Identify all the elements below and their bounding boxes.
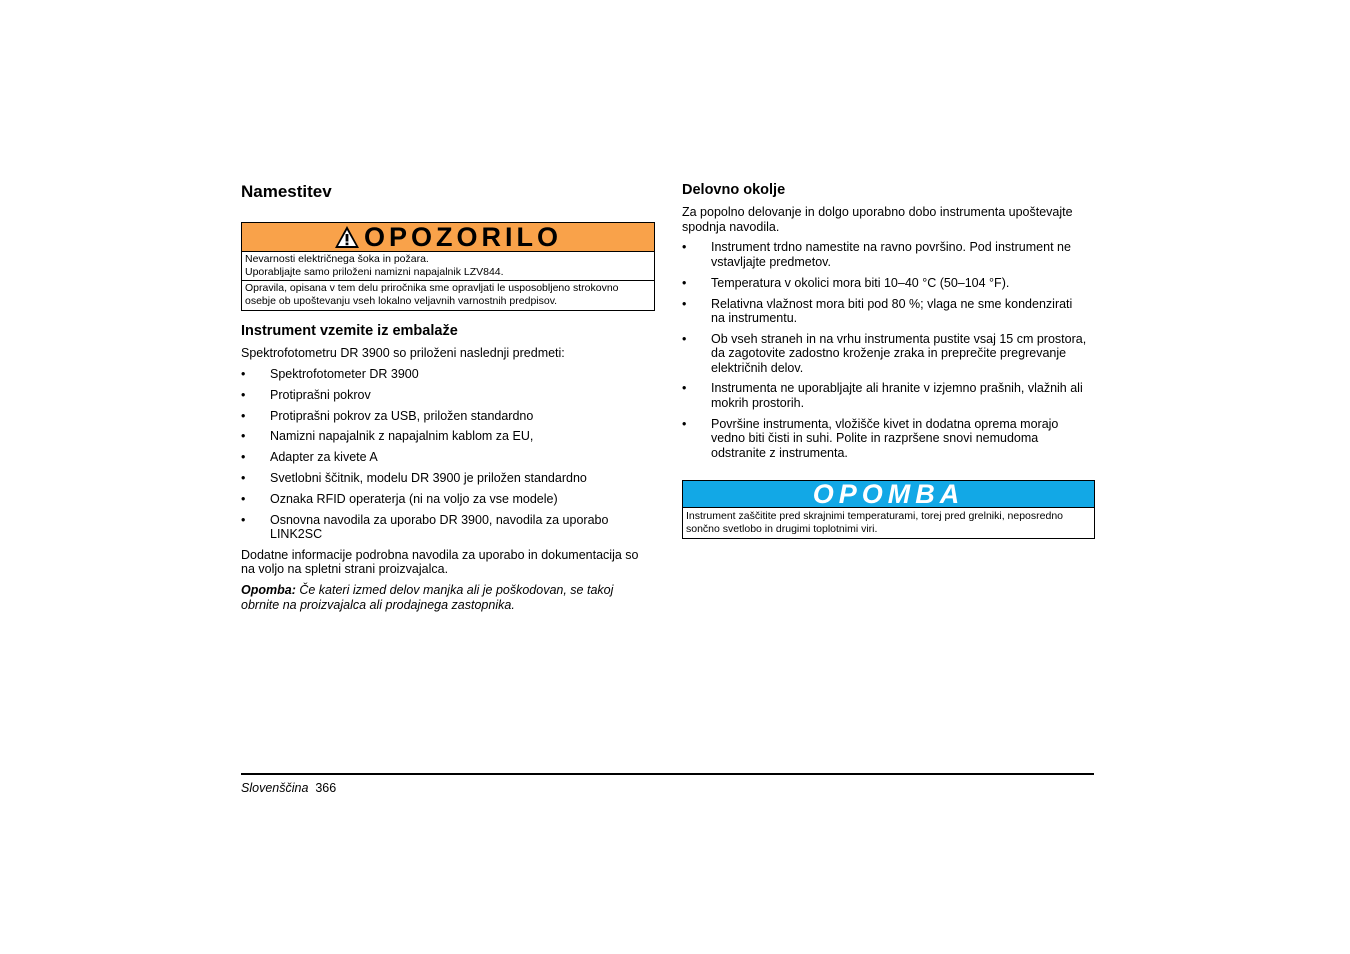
note-text: obrnite na proizvajalca ali prodajnega zastopnika. — [241, 598, 515, 612]
footer-rule — [241, 773, 1094, 775]
warning-triangle-icon — [334, 225, 360, 249]
note-box — [682, 480, 1095, 539]
footer-language: Slovenščina — [241, 781, 309, 795]
environment-intro: spodnja navodila. — [682, 220, 780, 234]
section-heading-environment: Delovno okolje — [682, 182, 786, 198]
additional-info: Dodatne informacije podrobna navodila za uporabo in dokumentacija so — [241, 548, 639, 562]
page-footer — [241, 781, 336, 795]
note-label: Opomba: — [241, 583, 296, 597]
additional-info: na voljo na spletni strani proizvajalca. — [241, 562, 449, 576]
unpack-intro: Spektrofotometru DR 3900 so priloženi naslednji predmeti: — [241, 346, 565, 360]
warning-box — [241, 222, 655, 311]
warning-line: osebje ob upoštevanju vseh lokalno veljavnih varnostnih predpisov. — [245, 295, 558, 307]
note-paragraph — [241, 583, 613, 598]
warning-header — [242, 223, 654, 252]
warning-line: Nevarnosti električnega šoka in požara. — [245, 253, 429, 265]
note-box-line: Instrument zaščitite pred skrajnimi temperaturami, torej pred grelniki, neposredno — [686, 510, 1064, 522]
warning-line: Opravila, opisana v tem delu priročnika sme opravljati le usposobljeno strokovno — [245, 282, 619, 294]
subheading-unpack: Instrument vzemite iz embalaže — [241, 323, 458, 339]
warning-line: Uporabljajte samo priloženi namizni napajalnik LZV844. — [245, 266, 504, 278]
note-box-line: sončno svetlobo in drugimi toplotnimi viri. — [686, 523, 878, 535]
warning-divider — [242, 280, 654, 281]
section-heading-installation: Namestitev — [241, 182, 332, 201]
note-text: Če kateri izmed delov manjka ali je poškodovan, se takoj — [295, 583, 614, 597]
page-number: 366 — [315, 781, 337, 795]
environment-intro: Za popolno delovanje in dolgo uporabno dobo instrumenta upoštevajte — [682, 205, 1073, 219]
note-box-label: OPOMBA — [812, 479, 965, 509]
warning-label: OPOZORILO — [364, 222, 562, 252]
note-header — [683, 481, 1094, 508]
